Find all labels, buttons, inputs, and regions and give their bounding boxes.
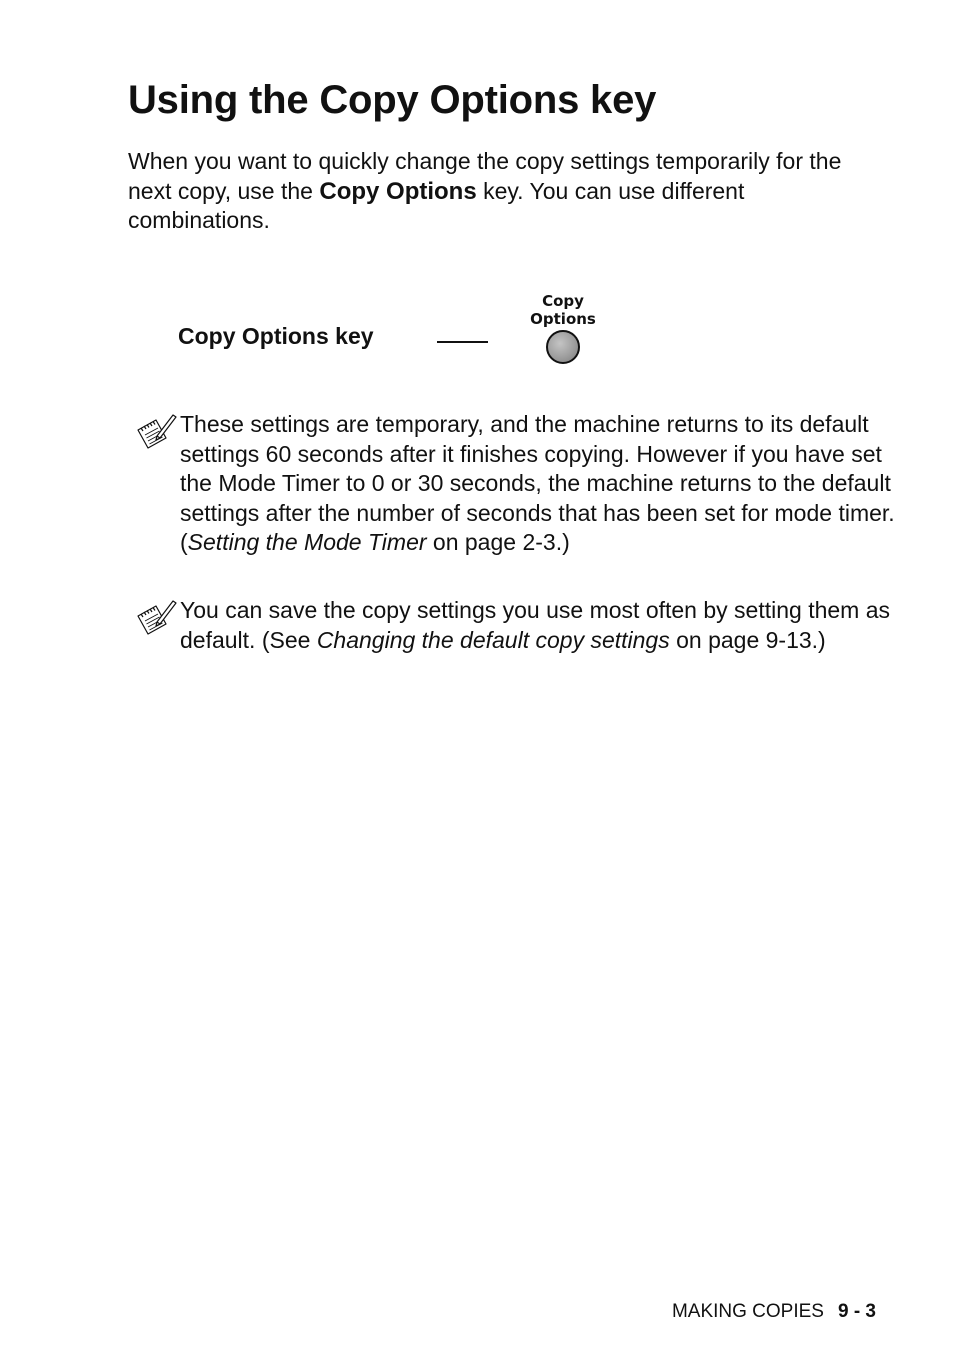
intro-text-1: When you want to quickly change the copy settings temporarily for the next copy, use the — [128, 148, 842, 204]
copy-options-button-illustration — [546, 330, 580, 364]
footer-page-number: 9 - 3 — [837, 1301, 876, 1322]
key-button-caption — [522, 292, 604, 328]
note-1-reference: Setting the Mode Timer — [187, 529, 427, 555]
note-1-text-after: on page 2-3.) — [426, 529, 570, 555]
key-caption-line-1: Copy — [542, 292, 584, 310]
note-2-text-after: on page 9-13.) — [669, 626, 826, 653]
key-caption-line-2: Options — [530, 310, 596, 328]
note-2-reference: Changing the default copy settings — [316, 626, 670, 653]
intro-key-name: Copy Options — [319, 177, 477, 205]
note-text-1 — [180, 410, 895, 558]
page-title: Using the Copy Options key — [128, 78, 657, 122]
note-pad-pencil-icon — [135, 598, 177, 638]
note-1-text-before: These settings are temporary, and the machine returns to its default settings 60 seconds after it finishes copying. However if you have set the Mode Timer to 0 or 30 seconds, the machine returns to the default settings after the number of seconds that has been set for mode timer. ( — [180, 411, 895, 555]
callout-leader-line — [437, 341, 488, 343]
note-block-1 — [135, 410, 895, 558]
note-block-2 — [135, 596, 895, 655]
key-callout-label: Copy Options key — [178, 323, 374, 349]
footer-section-title: MAKING COPIES — [671, 1301, 824, 1322]
page-footer — [672, 1301, 876, 1323]
note-text-2 — [180, 596, 895, 655]
note-2-text-before: You can save the copy settings you use most often by setting them as default. (See — [180, 597, 891, 653]
intro-paragraph — [128, 147, 888, 236]
note-pad-pencil-icon — [135, 412, 177, 452]
intro-text-2: key. You can use different combinations. — [128, 177, 745, 233]
